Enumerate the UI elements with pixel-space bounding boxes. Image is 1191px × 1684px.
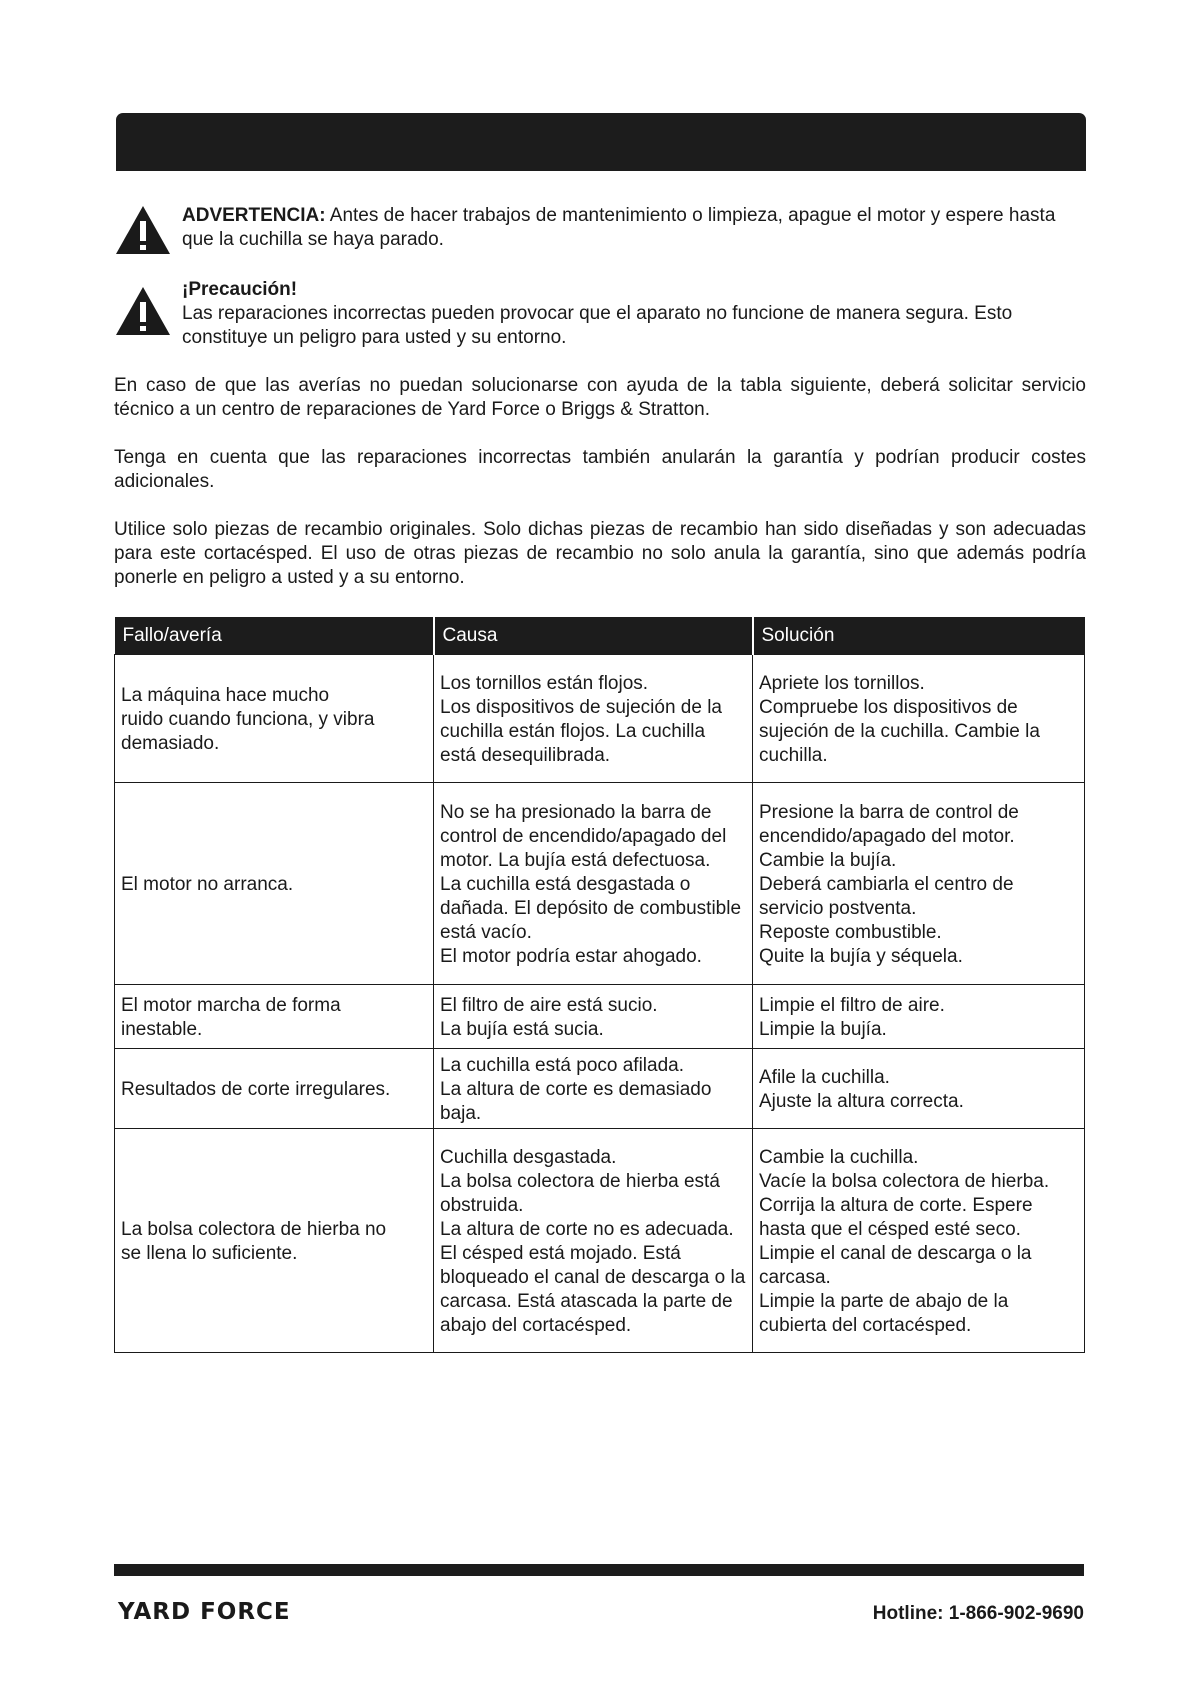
solution-cell: Cambie la cuchilla. Vacíe la bolsa colectora de hierba. Corrija la altura de corte. Espere hasta que el césped esté seco. Limpie el canal de descarga o la carcasa. Limpie la parte de abajo de la cubierta del cortacésped.	[753, 1129, 1085, 1353]
warning-body: Antes de hacer trabajos de mantenimiento o limpieza, apague el motor y espere hasta que la cuchilla se haya parado.	[182, 205, 1056, 250]
table-row	[115, 1129, 1085, 1353]
caution-body: Las reparaciones incorrectas pueden provocar que el aparato no funcione de manera segura. Esto constituye un peligro para usted y su entorno.	[182, 303, 1013, 348]
solution-cell: Presione la barra de control de encendido/apagado del motor. Cambie la bujía. Deberá cambiarla el centro de servicio postventa. Reposte combustible. Quite la bujía y séquela.	[753, 783, 1085, 985]
table-row	[115, 655, 1085, 783]
fault-cell: La máquina hace mucho ruido cuando funciona, y vibra demasiado.	[115, 655, 434, 783]
spare-parts-paragraph: Utilice solo piezas de recambio originales. Solo dichas piezas de recambio han sido diseñadas y son adecuadas para este cortacésped. El uso de otras piezas de recambio no solo anula la garantía, sino que además podría ponerle en peligro a usted y a su entorno.	[114, 519, 1086, 588]
footer-rule	[114, 1564, 1084, 1576]
caution-notice	[114, 278, 1089, 352]
cause-cell: El filtro de aire está sucio. La bujía está sucia.	[434, 985, 753, 1049]
warning-triangle-icon	[114, 285, 172, 337]
fault-cell: La bolsa colectora de hierba no se llena lo suficiente.	[115, 1129, 434, 1353]
hotline-number: Hotline: 1-866-902-9690	[872, 1603, 1084, 1624]
warning-notice	[114, 204, 1089, 258]
cause-cell: No se ha presionado la barra de control de encendido/apagado del motor. La bujía está defectuosa. La cuchilla está desgastada o dañada. El depósito de combustible está vacío. El motor podría estar ahogado.	[434, 783, 753, 985]
table-header-row	[115, 617, 1085, 655]
solution-cell: Apriete los tornillos. Compruebe los dispositivos de sujeción de la cuchilla. Cambie la cuchilla.	[753, 655, 1085, 783]
fault-cell: Resultados de corte irregulares.	[115, 1049, 434, 1129]
caution-text	[182, 278, 1089, 350]
solution-cell: Afile la cuchilla. Ajuste la altura correcta.	[753, 1049, 1085, 1129]
cause-cell: La cuchilla está poco afilada. La altura de corte es demasiado baja.	[434, 1049, 753, 1129]
section-header-bar	[116, 113, 1086, 171]
cause-cell: Los tornillos están flojos. Los dispositivos de sujeción de la cuchilla están flojos. La cuchilla está desequilibrada.	[434, 655, 753, 783]
cause-cell: Cuchilla desgastada. La bolsa colectora de hierba está obstruida. La altura de corte no es adecuada. El césped está mojado. Está bloqueado el canal de descarga o la carcasa. Está atascada la parte de abajo del cortacésped.	[434, 1129, 753, 1353]
yard-force-logo: YARD FORCE	[118, 1599, 291, 1625]
warning-triangle-icon	[114, 204, 172, 256]
table-row	[115, 783, 1085, 985]
table-row	[115, 985, 1085, 1049]
column-header-fault: Fallo/avería	[115, 617, 434, 655]
service-paragraph: En caso de que las averías no puedan solucionarse con ayuda de la tabla siguiente, deberá solicitar servicio técnico a un centro de reparaciones de Yard Force o Briggs & Stratton.	[114, 375, 1086, 420]
column-header-cause: Causa	[434, 617, 753, 655]
fault-cell: El motor no arranca.	[115, 783, 434, 985]
table-row	[115, 1049, 1085, 1129]
solution-cell: Limpie el filtro de aire. Limpie la bujía.	[753, 985, 1085, 1049]
fault-cell: El motor marcha de forma inestable.	[115, 985, 434, 1049]
warranty-paragraph: Tenga en cuenta que las reparaciones incorrectas también anularán la garantía y podrían producir costes adicionales.	[114, 447, 1086, 492]
warning-text	[182, 204, 1089, 252]
column-header-solution: Solución	[753, 617, 1085, 655]
caution-label: ¡Precaución!	[182, 279, 298, 300]
troubleshooting-table	[114, 617, 1085, 1353]
warning-label: ADVERTENCIA:	[182, 205, 326, 226]
